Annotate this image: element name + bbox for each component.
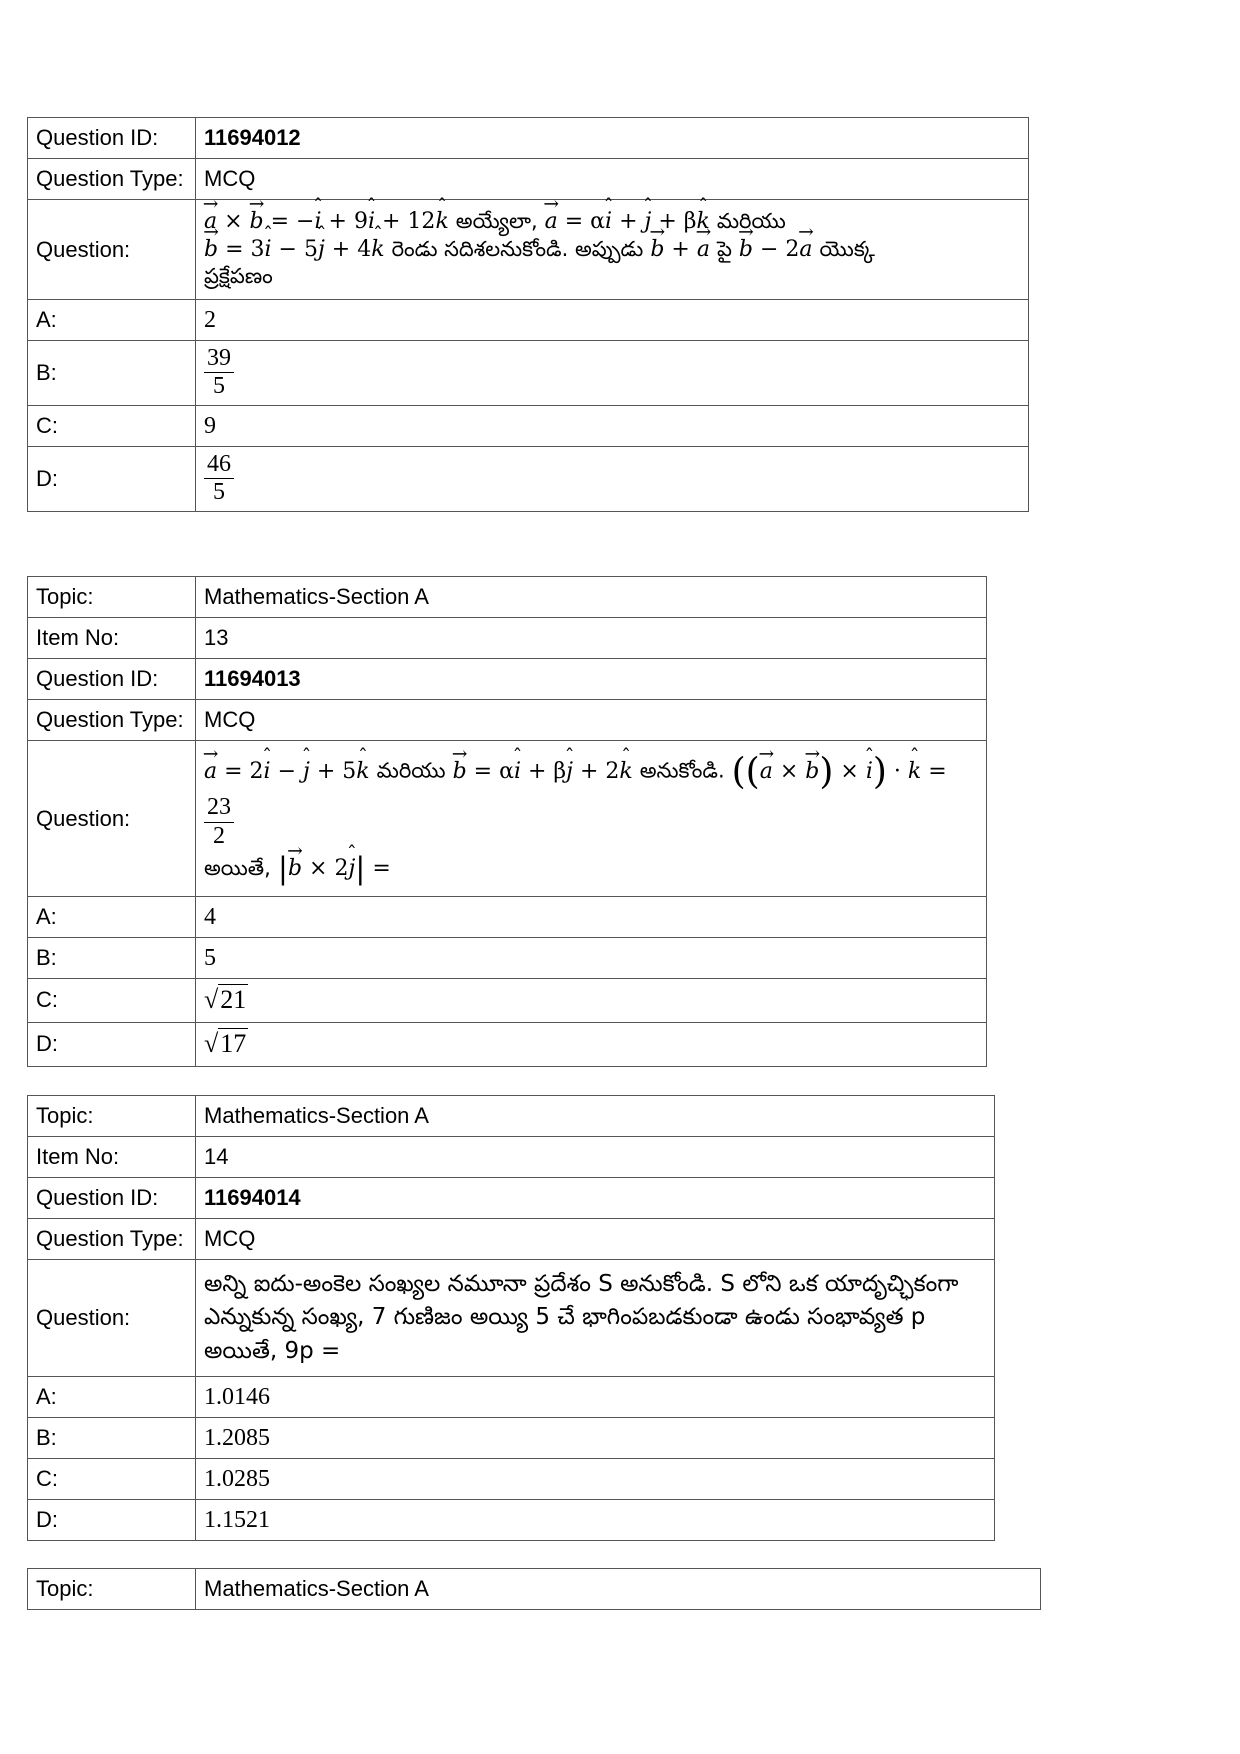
option-d-value (196, 1022, 987, 1066)
option-b-value (196, 340, 1029, 405)
telugu-text: అనుకోండి. (639, 758, 725, 783)
question-type-value: MCQ (196, 159, 1029, 200)
topic-label: Topic: (28, 1569, 196, 1610)
question-id-value: 11694014 (196, 1178, 995, 1219)
fraction: $\frac{46}{5}$ (204, 451, 234, 507)
option-d-label: D: (28, 446, 196, 511)
fraction: $\frac{23}{2}$ (204, 794, 234, 850)
telugu-text: మరియు (376, 758, 446, 783)
question-type-row (28, 159, 1029, 200)
telugu-text: యొక్క (819, 236, 875, 261)
telugu-text: అయితే, (204, 855, 271, 880)
question-13-table (27, 576, 987, 1067)
option-c-label: C: (28, 405, 196, 446)
topic-value: Mathematics-Section A (196, 1569, 1041, 1610)
option-a-value: 4 (196, 896, 987, 937)
option-c-label: C: (28, 978, 196, 1022)
option-d-label: D: (28, 1022, 196, 1066)
option-b-label: B: (28, 340, 196, 405)
fraction: $\frac{39}{5}$ (204, 345, 234, 401)
option-c-label: C: (28, 1459, 196, 1500)
option-c-value (196, 978, 987, 1022)
question-id-label: Question ID: (28, 1178, 196, 1219)
question-id-label: Question ID: (28, 659, 196, 700)
question-label: Question: (28, 1260, 196, 1377)
equation-vector-a: → a = αˆ i + ˆ j + βˆ k (545, 209, 710, 234)
topic-row (28, 1569, 1041, 1610)
question-label: Question: (28, 200, 196, 300)
option-c-row (28, 1459, 995, 1500)
option-d-row (28, 1022, 987, 1066)
topic-row (28, 1096, 995, 1137)
item-no-row (28, 1137, 995, 1178)
question-type-label: Question Type: (28, 700, 196, 741)
question-id-value: 11694012 (196, 118, 1029, 159)
topic-value: Mathematics-Section A (196, 577, 987, 618)
question-type-label: Question Type: (28, 159, 196, 200)
telugu-text: పై (716, 236, 732, 261)
equation-magnitude: |→ b × 2ˆ j| = (278, 856, 391, 881)
equation-vector-b: → b = αˆ i + βˆ j + 2ˆ k (453, 759, 633, 784)
question-id-label: Question ID: (28, 118, 196, 159)
question-text (196, 200, 1029, 300)
item-no-label: Item No: (28, 618, 196, 659)
option-c-row (28, 405, 1029, 446)
equation-triple-product: ((→ a × → b) × ˆ i) · ˆ k = $\frac{23}{2}$ (204, 759, 947, 835)
option-c-row (28, 978, 987, 1022)
topic-row (28, 577, 987, 618)
question-type-row (28, 700, 987, 741)
option-a-label: A: (28, 299, 196, 340)
option-a-row (28, 896, 987, 937)
option-c-value: 9 (196, 405, 1029, 446)
option-d-value (196, 446, 1029, 511)
option-b-row (28, 340, 1029, 405)
question-15-table (27, 1568, 1041, 1610)
option-b-label: B: (28, 937, 196, 978)
option-d-label: D: (28, 1500, 196, 1541)
telugu-text: ప్రక్షేపణం (204, 264, 273, 288)
question-14-table (27, 1095, 995, 1541)
equation-vector-b: → b = 3ˆ i − 5ˆ j + 4ˆ k (204, 237, 385, 262)
option-a-label: A: (28, 1377, 196, 1418)
equation-b-minus-2a: → b − 2→ a (739, 237, 813, 262)
item-no-value: 14 (196, 1137, 995, 1178)
option-a-value: 2 (196, 299, 1029, 340)
option-a-row (28, 1377, 995, 1418)
question-row (28, 200, 1029, 300)
question-id-row (28, 1178, 995, 1219)
square-root: √21 (204, 984, 247, 1014)
topic-label: Topic: (28, 577, 196, 618)
item-no-label: Item No: (28, 1137, 196, 1178)
option-b-value: 5 (196, 937, 987, 978)
telugu-text: అయ్యేలా, (455, 209, 538, 233)
question-id-row (28, 659, 987, 700)
question-text (196, 741, 987, 897)
option-d-row (28, 446, 1029, 511)
topic-label: Topic: (28, 1096, 196, 1137)
question-type-label: Question Type: (28, 1219, 196, 1260)
equation-cross-product: → a × → b = −ˆ i + 9ˆ i + 12ˆ k (204, 209, 449, 234)
question-type-value: MCQ (196, 1219, 995, 1260)
telugu-text: రెండు సదిశలనుకోండి. అప్పుడు (391, 236, 644, 261)
option-c-value: 1.0285 (196, 1459, 995, 1500)
equation-b-plus-a: → b + → a (650, 237, 710, 262)
option-d-row (28, 1500, 995, 1541)
option-a-row (28, 299, 1029, 340)
option-a-label: A: (28, 896, 196, 937)
telugu-text: మరియు (716, 209, 786, 233)
question-type-row (28, 1219, 995, 1260)
equation-vector-a: → a = 2ˆ i − ˆ j + 5ˆ k (204, 759, 370, 784)
option-d-value: 1.1521 (196, 1500, 995, 1541)
question-row (28, 741, 987, 897)
question-12-table (27, 117, 1029, 512)
question-label: Question: (28, 741, 196, 897)
question-id-row (28, 118, 1029, 159)
question-row (28, 1260, 995, 1377)
option-b-label: B: (28, 1418, 196, 1459)
option-b-value: 1.2085 (196, 1418, 995, 1459)
option-b-row (28, 937, 987, 978)
topic-value: Mathematics-Section A (196, 1096, 995, 1137)
square-root: √17 (204, 1028, 247, 1058)
question-text: అన్ని ఐదు-అంకెల సంఖ్యల నమూనా ప్రదేశం S అనుకోండి. S లోని ఒక యాదృచ్ఛికంగా ఎన్నుకున్న సంఖ్య, 7 గుణిజం అయ్యి 5 చే భాగింపబడకుండా ఉండు సంభావ్యత p అయితే, 9p = (196, 1260, 995, 1377)
item-no-value: 13 (196, 618, 987, 659)
question-id-value: 11694013 (196, 659, 987, 700)
question-type-value: MCQ (196, 700, 987, 741)
item-no-row (28, 618, 987, 659)
option-a-value: 1.0146 (196, 1377, 995, 1418)
option-b-row (28, 1418, 995, 1459)
